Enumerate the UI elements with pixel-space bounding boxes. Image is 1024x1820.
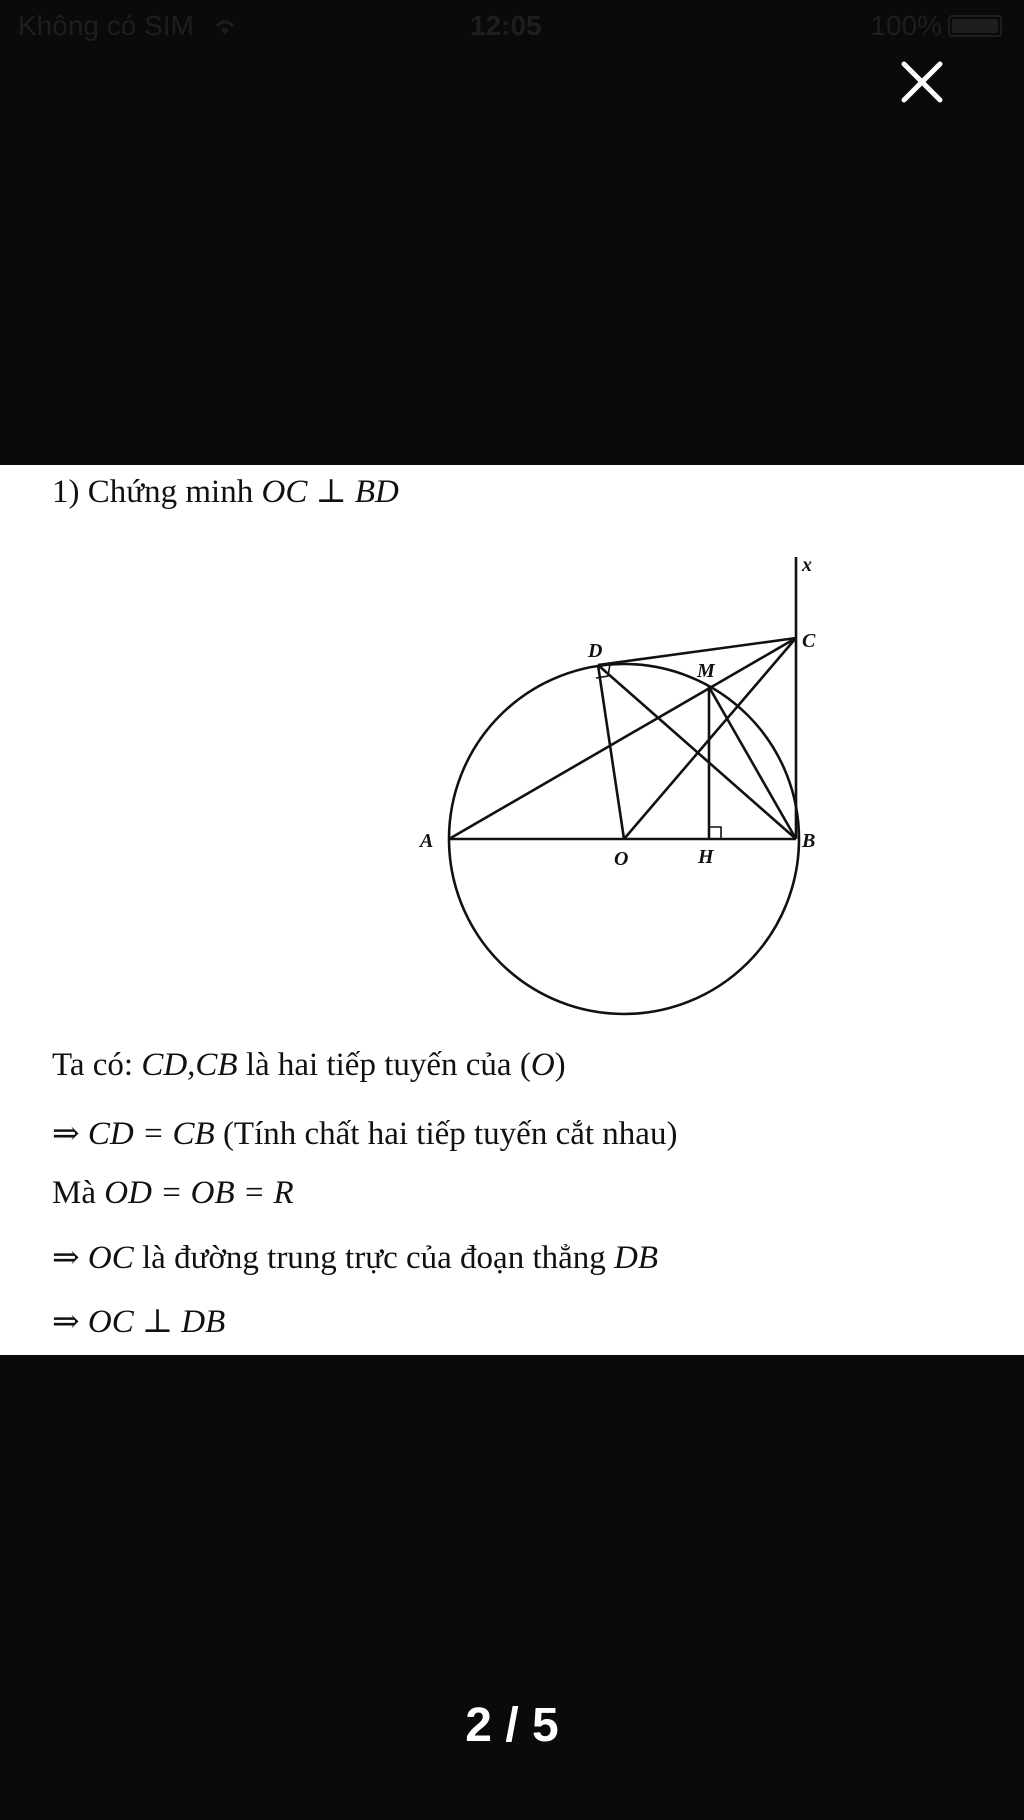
document-image <box>0 465 1024 1355</box>
label-h: H <box>698 846 714 868</box>
wifi-icon <box>212 16 238 36</box>
geometry-diagram <box>0 465 1024 1045</box>
close-icon <box>896 56 948 108</box>
proof-line-3 <box>52 1175 294 1212</box>
line-3-math: OD = OB = R <box>104 1175 294 1211</box>
proof-line-1 <box>52 1047 566 1084</box>
segment-db <box>598 665 796 839</box>
label-b: B <box>802 830 816 852</box>
carrier-group <box>18 10 238 42</box>
line-4-text: là đường trung trực của đoạn thẳng <box>133 1240 615 1276</box>
right-angle-h <box>709 827 721 839</box>
segment-do <box>598 665 624 839</box>
line-2-text: (Tính chất hai tiếp tuyến cắt nhau) <box>214 1116 678 1152</box>
label-d: D <box>588 640 603 662</box>
line-1-math-b: O <box>530 1047 555 1083</box>
label-o: O <box>614 848 629 870</box>
label-a: A <box>420 830 434 852</box>
proof-line-2 <box>52 1113 677 1153</box>
carrier-label: Không có SIM <box>18 10 194 41</box>
segment-ac <box>449 638 796 839</box>
battery-icon <box>948 15 1002 37</box>
proof-line-5 <box>52 1301 225 1341</box>
line-1-math-a: CD,CB <box>141 1047 238 1083</box>
close-button[interactable] <box>896 56 948 108</box>
line-1-text-c: ) <box>554 1047 566 1083</box>
line-5-math: OC ⊥ DB <box>87 1304 226 1340</box>
line-4-arrow: ⇒ <box>52 1240 88 1276</box>
status-bar <box>0 0 1024 52</box>
line-2-math: CD = CB <box>87 1116 215 1152</box>
line-1-text-b: là hai tiếp tuyến của ( <box>237 1047 531 1083</box>
battery-percent: 100% <box>870 10 942 41</box>
page-indicator: 2 / 5 <box>465 1699 559 1752</box>
line-5-arrow: ⇒ <box>52 1304 88 1340</box>
clock: 12:05 <box>470 10 542 41</box>
heading-text: 1) Chứng minh <box>52 474 262 510</box>
line-1-text-a: Ta có: <box>52 1047 142 1083</box>
label-c: C <box>802 630 816 652</box>
line-4-math-a: OC <box>87 1240 134 1276</box>
label-m: M <box>697 660 715 682</box>
proof-line-4 <box>52 1237 658 1277</box>
heading-math: OC ⊥ BD <box>261 474 399 510</box>
line-2-arrow: ⇒ <box>52 1116 88 1152</box>
battery-group <box>870 10 1002 42</box>
line-4-math-b: DB <box>614 1240 659 1276</box>
label-x: x <box>802 554 812 576</box>
line-3-text: Mà <box>52 1175 105 1211</box>
